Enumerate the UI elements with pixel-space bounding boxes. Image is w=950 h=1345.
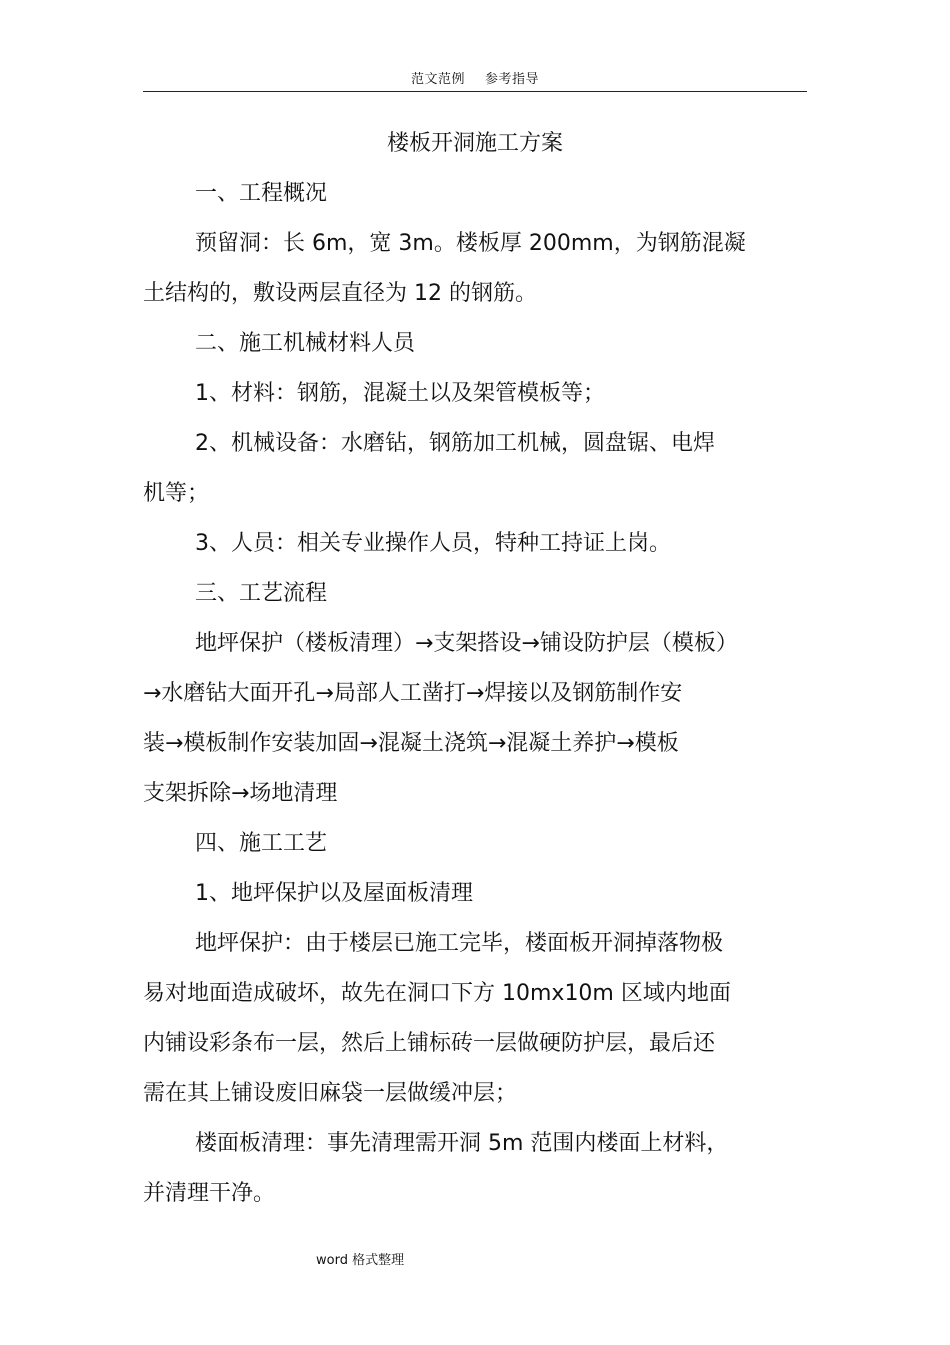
paragraph-line: 需在其上铺设废旧麻袋一层做缓冲层； (143, 1081, 518, 1106)
document-body (143, 177, 807, 1227)
page-header (0, 68, 950, 87)
list-item-personnel: 3、人员：相关专业操作人员，特种工持证上岗。 (195, 531, 671, 556)
paragraph-line: →水磨钻大面开孔→局部人工凿打→焊接以及钢筋制作安 (143, 681, 683, 706)
header-left-text: 范文范例 (410, 72, 465, 87)
header-rule (143, 91, 807, 92)
paragraph-line: 支架拆除→场地清理 (143, 781, 338, 806)
subsection-heading: 1、地坪保护以及屋面板清理 (195, 881, 473, 906)
section-heading-resources: 二、施工机械材料人员 (195, 331, 416, 356)
section-heading-overview: 一、工程概况 (195, 181, 328, 206)
paragraph-line: 机等； (143, 481, 210, 506)
paragraph-line: 楼面板清理：事先清理需开洞 5m 范围内楼面上材料， (195, 1131, 729, 1156)
list-item-materials: 1、材料：钢筋，混凝土以及架管模板等； (195, 381, 605, 406)
page-footer: word 格式整理 (316, 1253, 405, 1268)
paragraph-line: 并清理干净。 (143, 1181, 276, 1206)
section-heading-technique: 四、施工工艺 (195, 831, 328, 856)
paragraph-line: 土结构的，敷设两层直径为 12 的钢筋。 (143, 281, 537, 306)
paragraph-line: 地坪保护（楼板清理）→支架搭设→铺设防护层（模板） (195, 631, 738, 656)
paragraph-line: 预留洞：长 6m，宽 3m。楼板厚 200mm，为钢筋混凝 (195, 231, 746, 256)
header-right-text: 参考指导 (485, 72, 540, 87)
section-heading-process: 三、工艺流程 (195, 581, 328, 606)
paragraph-line: 装→模板制作安装加固→混凝土浇筑→混凝土养护→模板 (143, 731, 679, 756)
document-title: 楼板开洞施工方案 (386, 131, 563, 156)
paragraph-line: 地坪保护：由于楼层已施工完毕，楼面板开洞掉落物极 (195, 931, 724, 956)
list-item-equipment: 2、机械设备：水磨钻，钢筋加工机械，圆盘锯、电焊 (195, 431, 715, 456)
paragraph-line: 内铺设彩条布一层，然后上铺标砖一层做硬防护层，最后还 (143, 1031, 716, 1056)
paragraph-line: 易对地面造成破坏，故先在洞口下方 10mx10m 区域内地面 (143, 981, 731, 1006)
